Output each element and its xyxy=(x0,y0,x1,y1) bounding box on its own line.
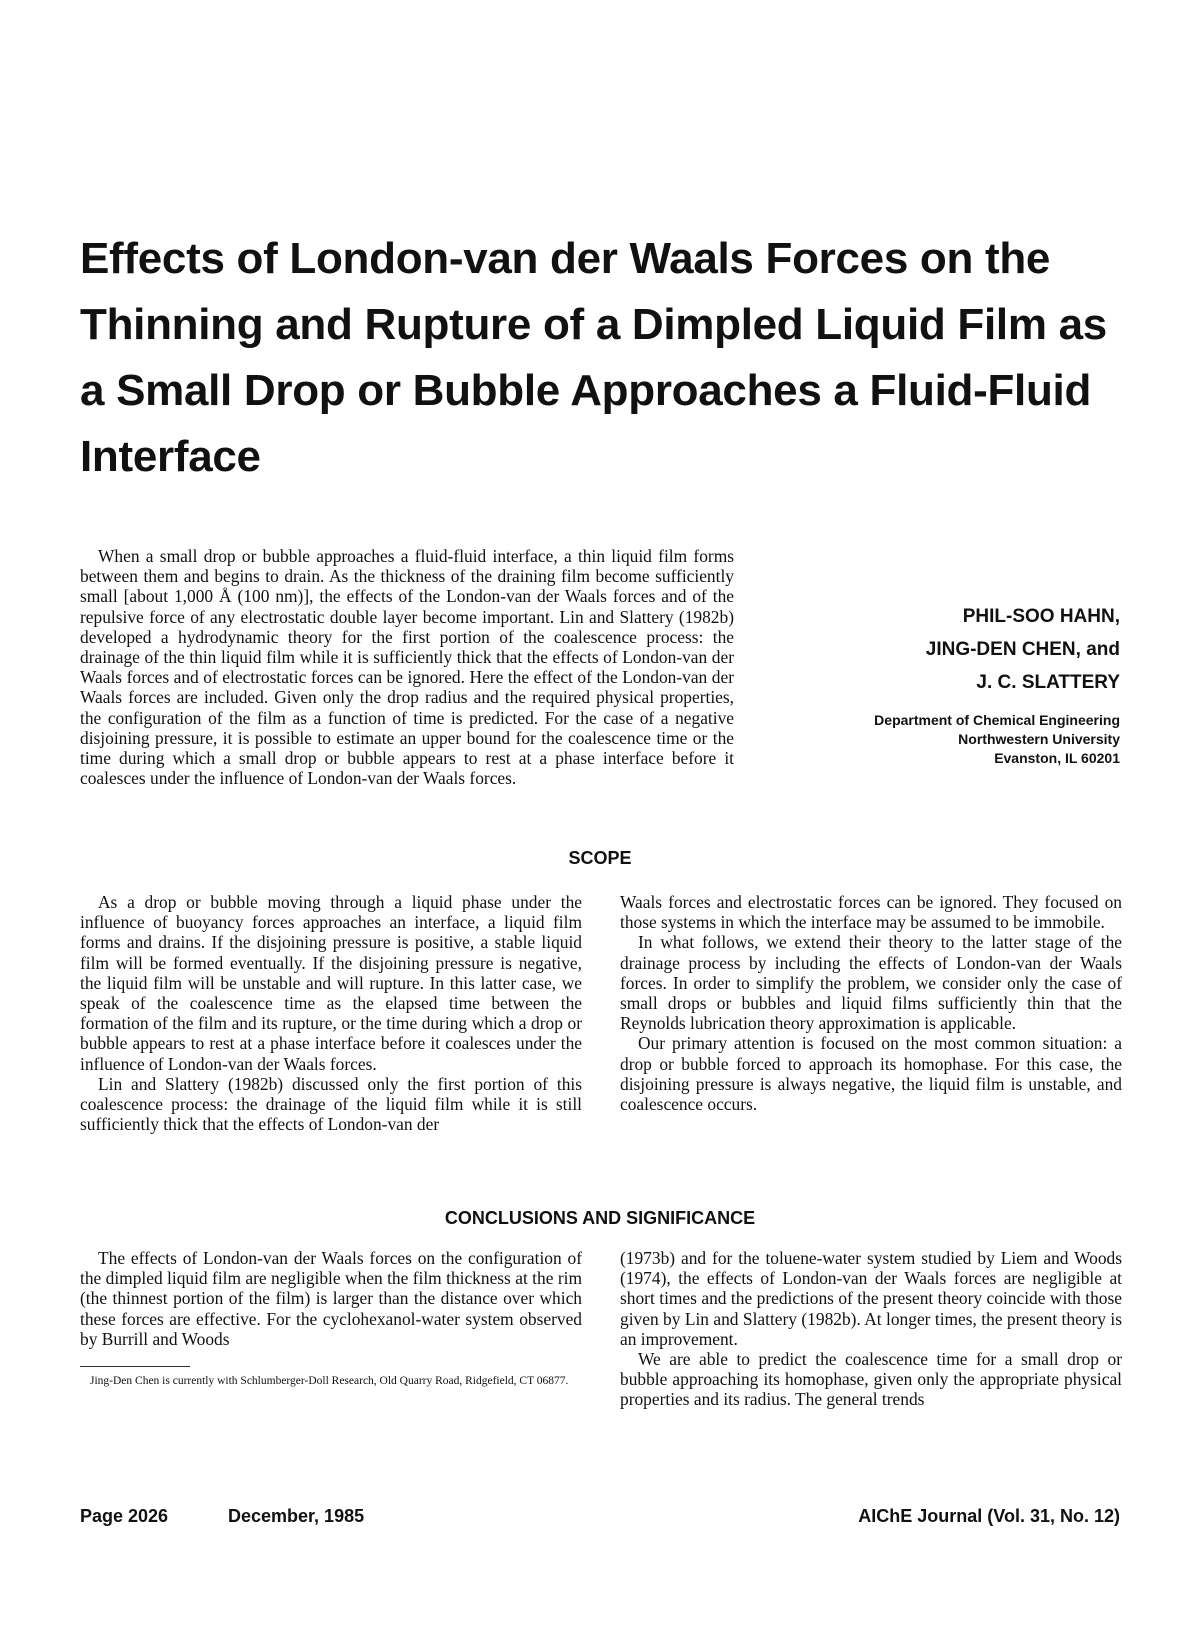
footnote-rule xyxy=(80,1366,190,1367)
paragraph: In what follows, we extend their theory to the latter stage of the drainage process by including the effects of London-van der Waals forces. In order to simplify the problem, we consider only the case of small drops or bubbles and liquid films sufficiently thin that the Reynolds lubrication theory approximation is applicable. xyxy=(620,932,1122,1034)
paragraph: Our primary attention is focused on the most common situation: a drop or bubble forced to approach its homophase. For this case, the disjoining pressure is always negative, the liquid film is unstable, and coalescence occurs. xyxy=(620,1033,1122,1115)
affiliation-line: Department of Chemical Engineering xyxy=(874,712,1120,728)
author-name: J. C. SLATTERY xyxy=(976,672,1120,693)
scope-left-column xyxy=(80,892,582,1134)
author-name: JING-DEN CHEN, and xyxy=(925,639,1120,660)
journal-citation: AIChE Journal (Vol. 31, No. 12) xyxy=(858,1506,1120,1526)
scope-heading: SCOPE xyxy=(568,848,632,868)
page-number: Page 2026 xyxy=(80,1506,169,1526)
paragraph: We are able to predict the coalescence time for a small drop or bubble approaching its homophase, given only the appropriate physical properties and its radius. The general trends xyxy=(620,1349,1122,1410)
conclusions-heading: CONCLUSIONS AND SIGNIFICANCE xyxy=(444,1208,756,1228)
affiliation-line: Northwestern University xyxy=(958,731,1120,747)
paragraph: (1973b) and for the toluene-water system studied by Liem and Woods (1974), the effects of London-van der Waals forces are negligible at short times and the predictions of the present theory coincide with those given by Lin and Slattery (1982b). At longer times, the present theory is an improvement. xyxy=(620,1248,1122,1349)
scope-right-column xyxy=(620,892,1122,1114)
footnote: Jing-Den Chen is currently with Schlumberger-Doll Research, Old Quarry Road, Ridgefield, CT 06877. xyxy=(90,1375,569,1387)
author-name: PHIL-SOO HAHN, xyxy=(962,606,1120,627)
abstract: When a small drop or bubble approaches a fluid-fluid interface, a thin liquid film forms between them and begins to drain. As the thickness of the draining film become sufficiently small [about 1,000 Å (100 nm)], the effects of the London-van der Waals forces and of the repulsive force of any electrostatic double layer become important. Lin and Slattery (1982b) developed a hydrodynamic theory for the first portion of the coalescence process: the drainage of the thin liquid film while it is sufficiently thick that the effects of London-van der Waals forces and of electrostatic forces can be ignored. Here the effect of the London-van der Waals forces are included. Given only the drop radius and the required physical properties, the configuration of the film as a function of time is predicted. For the case of a negative disjoining pressure, it is possible to estimate an upper bound for the coalescence time or the time during which a small drop or bubble appears to rest at a phase interface before it coalesces under the influence of London-van der Waals forces. xyxy=(80,546,734,789)
author-block xyxy=(800,600,1120,768)
affiliation-line: Evanston, IL 60201 xyxy=(994,750,1120,766)
paragraph: Lin and Slattery (1982b) discussed only the first portion of this coalescence process: the drainage of the liquid film while it is still sufficiently thick that the effects of London-van der xyxy=(80,1073,582,1135)
conclusions-right-column xyxy=(620,1248,1122,1410)
article-title: Effects of London-van der Waals Forces on the Thinning and Rupture of a Dimpled Liquid Film as a Small Drop or Bubble Approaches a Fluid-Fluid Interface xyxy=(80,234,1107,481)
issue-date: December, 1985 xyxy=(228,1506,365,1526)
conclusions-left-column xyxy=(80,1248,582,1349)
paragraph: As a drop or bubble moving through a liquid phase under the influence of buoyancy forces approaches an interface, a liquid film forms and drains. If the disjoining pressure is positive, a stable liquid film will be formed eventually. If the disjoining pressure is negative, the liquid film will be unstable and will rupture. In this latter case, we speak of the coalescence time as the elapsed time between the formation of the film and its rupture, or the time during which a drop or bubble appears to rest at a phase interface before it coalesces under the influence of London-van der Waals forces. xyxy=(80,892,582,1074)
paragraph: The effects of London-van der Waals forces on the configuration of the dimpled liquid film are negligible when the film thickness at the rim (the thinnest portion of the film) is larger than the distance over which these forces are effective. For the cyclohexanol-water system observed by Burrill and Woods xyxy=(80,1248,582,1349)
paragraph: Waals forces and electrostatic forces can be ignored. They focused on those systems in which the interface may be assumed to be immobile. xyxy=(620,892,1122,933)
